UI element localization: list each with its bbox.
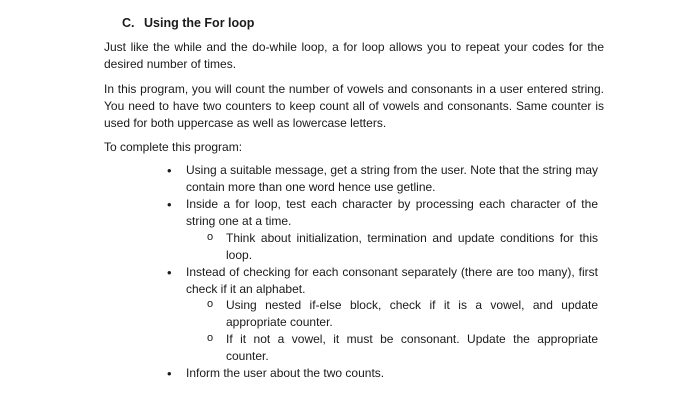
section-title: Using the For loop xyxy=(144,16,255,30)
intro-paragraph: Just like the while and the do-while loop, a for loop allows you to repeat your codes for the desired number of times. xyxy=(104,40,604,71)
program-description-paragraph: In this program, you will count the number of vowels and consonants in a user entered string. You need to have two counters to keep count all of vowels and consonants. Same counter is used for both uppercase as well as lowercase letters. xyxy=(104,82,604,130)
list-item-inform-user: • Inform the user about the two counts. xyxy=(186,365,598,382)
list-item-check-alphabet: • Instead of checking for each consonant separately (there are too many), first check if it an alphabet. xyxy=(186,264,598,298)
sub-list-item-loop-conditions: o Think about initialization, termination and update conditions for this loop. xyxy=(226,230,598,264)
sub-list-item-nested-if-else: o Using nested if-else block, check if it is a vowel, and update appropriate counter. xyxy=(226,297,598,331)
list-item-get-string: • Using a suitable message, get a string from the user. Note that the string may contain more than one word hence use getline. xyxy=(186,162,598,196)
list-item-for-loop: • Inside a for loop, test each character by processing each character of the string one at a time. xyxy=(186,196,598,230)
sub-list-item-consonant: o If it not a vowel, it must be consonant. Update the appropriate counter. xyxy=(226,331,598,365)
instructions-lead: To complete this program: xyxy=(104,140,243,154)
section-label: C. xyxy=(122,16,135,30)
section-heading xyxy=(122,14,254,32)
